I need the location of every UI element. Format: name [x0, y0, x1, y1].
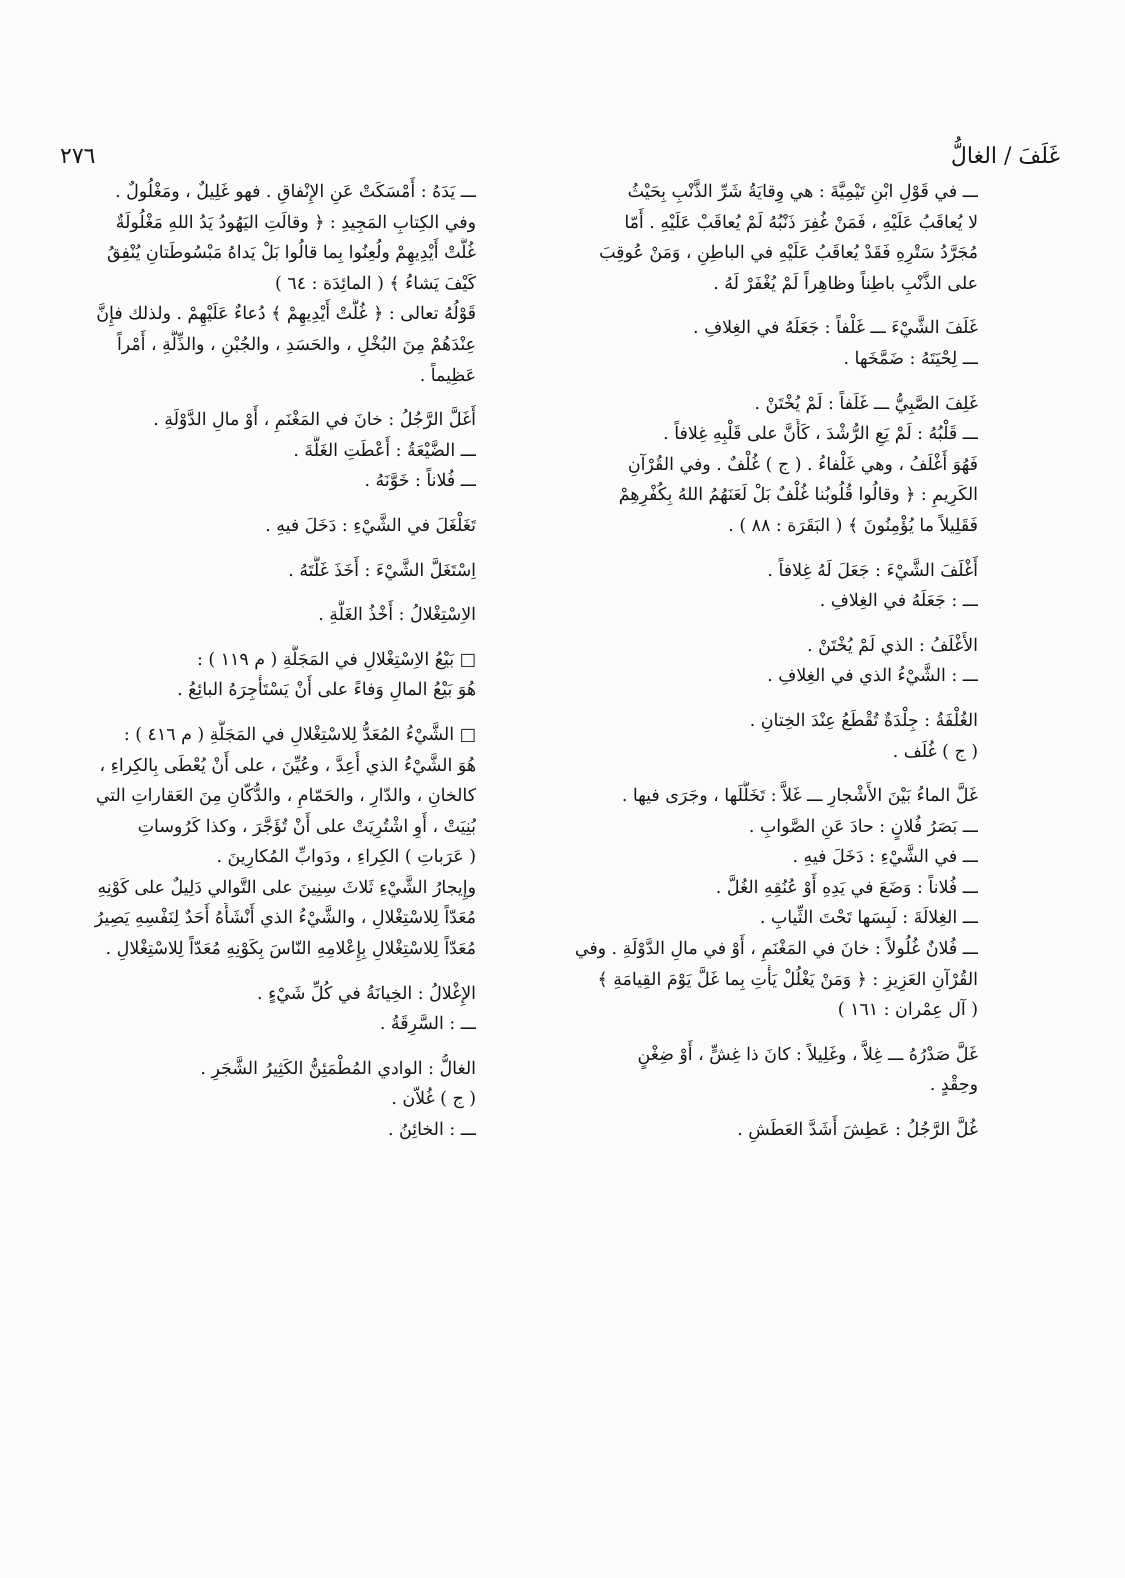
entry-line: مُعَدّاً لِلاسْتِغْلالِ ، والشَّيْءُ الذي أَنْشَأَهُ أَحَدٌ لِنَفْسِهِ يَصِيرُ [94, 908, 476, 929]
entry-line: لا يُعاقَبُ عَلَيْهِ ، فَمَنْ غُفِرَ ذَنْبُهُ لَمْ يُعاقَبْ عَلَيْهِ . أَمّا [624, 212, 978, 233]
entry-line: غُلَّ الرَّجُلُ : عَطِشَ أَشَدَّ العَطَشِ . [737, 1120, 978, 1141]
dictionary-entry [528, 706, 978, 767]
entry-line: الغالُّ : الوادي المُطْمَئِنُّ الكَثِيرُ الشَّجَرِ . [200, 1058, 476, 1079]
entry-line: غُلَّتْ أَيْدِيهِمْ ولُعِنُوا بِما قالُوا بَلْ يَداهُ مَبْسُوطَتانِ يُنْفِقُ [107, 243, 476, 264]
entry-line: الاِسْتِغْلالُ : أَخْذُ الغَلَّةِ . [318, 605, 476, 626]
entry-line: ـــ في قَوْلِ ابْنِ تَيْمِيَّةَ : هي وِقايَةُ شَرِّ الذَّنْبِ بِحَيْثُ [627, 182, 978, 202]
dictionary-entry [528, 556, 978, 617]
entry-line: قَوْلُهُ تعالى : ﴿ غُلَّتْ أَيْدِيهِمْ ﴾ دُعاءٌ عَلَيْهِمْ . ولذلك فإِنَّ [96, 304, 476, 325]
entry-line: ـــ فُلانٌ غُلُولاً : خانَ في المَغْنَمِ ، أَوْ في مالِ الدَّوْلَةِ . وفي [574, 939, 978, 960]
dictionary-entry [528, 389, 978, 542]
entry-line: الأَغْلَفُ : الذي لَمْ يُخْتَنْ . [807, 635, 978, 656]
page-number: ٢٧٦ [60, 144, 96, 169]
entry-line: بُنِيَتْ ، أَوِ اشْتُرِيَتْ على أَنْ تُؤَجَّرَ ، وكذا كَرُوساتِ [137, 816, 476, 837]
entry-line: ( عَرَباتِ ) الكِراءِ ، ودَوابِّ المُكارِينَ . [216, 847, 476, 868]
entry-line: تَغَلْغَلَ في الشَّيْءِ : دَخَلَ فيهِ . [265, 515, 476, 536]
entry-line: ـــ بَصَرُ فُلانٍ : حادَ عَنِ الصَّوابِ . [748, 816, 978, 837]
dictionary-entry [528, 781, 978, 1026]
dictionary-entry [56, 511, 476, 542]
dictionary-entry [56, 556, 476, 587]
page-header [60, 132, 1060, 172]
entry-line: الإِغْلالُ : الخِيانَةُ في كُلِّ شَيْءٍ . [257, 983, 476, 1004]
entry-line: □ الشَّيْءُ المُعَدُّ لِلاسْتِغْلالِ في المَجَلَّةِ ( م ٤١٦ ) : [123, 724, 476, 745]
entry-line: القُرْآنِ العَزِيزِ : ﴿ وَمَنْ يَغْلُلْ يَأْتِ بِما غَلَّ يَوْمَ القِيامَةِ ﴾ [597, 969, 978, 990]
dictionary-entry [528, 1040, 978, 1101]
entry-line: الغُلْفَةُ : جِلْدَةٌ تُقْطَعُ عِنْدَ الخِتانِ . [749, 710, 978, 731]
entry-line: أَغْلَفَ الشَّيْءَ : جَعَلَ لَهُ غِلافاً . [767, 560, 978, 581]
entry-line: كالخانِ ، والدّارِ ، والحَمّامِ ، والدُّكّانِ مِنَ العَقاراتِ التي [95, 786, 476, 807]
entry-line: مُعَدّاً لِلاسْتِغْلالِ بِإِعْلامِهِ النّاسَ بِكَوْنِهِ مُعَدّاً لِلاسْتِغْلالِ . [105, 939, 476, 960]
entry-line: ( ج ) غُلاّن . [391, 1089, 476, 1110]
entry-line: غَلَّ الماءُ بَيْنَ الأَشْجارِ ـــ غَلاًّ : تَخَلَّلَها ، وجَرَى فيها . [621, 786, 978, 807]
dictionary-entry [56, 1054, 476, 1146]
entry-line: وفي الكِتابِ المَجِيدِ : ﴿ وقالَتِ اليَهُودُ يَدُ اللهِ مَغْلُولَةٌ [115, 212, 476, 233]
dictionary-entry [528, 313, 978, 374]
entry-line: فَقَلِيلاً ما يُؤْمِنُونَ ﴾ ( البَقَرَة : ٨٨ ) . [728, 515, 978, 536]
entry-line: ـــ : جَعَلَهُ في الغِلافِ . [819, 591, 978, 612]
entry-line: غَلَفَ الشَّيْءَ ـــ غَلْفاً : جَعَلَهُ في الغِلافِ . [693, 318, 978, 339]
entry-line: اِسْتَغَلَّ الشَّيْءَ : أَخَذَ غَلَّتَهُ . [288, 560, 476, 581]
entry-line: هُوَ الشَّيْءُ الذي أُعِدَّ ، وعُيِّنَ ، على أَنْ يُعْطَى بِالكِراءِ ، [99, 755, 476, 776]
entry-line: ـــ : الخائِنُ . [388, 1120, 476, 1141]
entry-line: هُوَ بَيْعُ المالِ وَفاءً على أَنْ يَسْتَأْجِرَهُ البائِعُ . [177, 680, 476, 701]
dictionary-entry [528, 631, 978, 692]
entry-line: □ بَيْعُ الاِسْتِغْلالِ في المَجَلَّةِ ( م ١١٩ ) : [196, 649, 476, 670]
dictionary-entry [56, 979, 476, 1040]
dictionary-entry [528, 1115, 978, 1146]
entry-line: ـــ قَلْبُهُ : لَمْ يَعِ الرُّشْدَ ، كَأَنَّ على قَلْبِهِ غِلافاً . [663, 424, 978, 445]
entry-line: كَيْفَ يَشاءُ ﴾ ( المائِدَة : ٦٤ ) [275, 273, 476, 294]
entry-line: ـــ : السَّرِقَةُ . [379, 1014, 476, 1035]
dictionary-entry [528, 177, 978, 299]
entry-line: الكَرِيمِ : ﴿ وقالُوا قُلُوبُنا غُلْفٌ بَلْ لَعَنَهُمُ اللهُ بِكُفْرِهِمْ [618, 485, 978, 506]
entry-line: أَغَلَّ الرَّجُلُ : خانَ في المَغْنَمِ ، أَوْ مالِ الدَّوْلَةِ . [153, 410, 476, 431]
dictionary-entry [56, 645, 476, 706]
entry-line: غَلَّ صَدْرُهُ ـــ غِلاًّ ، وغَلِيلاً : كانَ ذا غِشٍّ ، أَوْ ضِغْنٍ [637, 1044, 978, 1065]
dictionary-entry [56, 600, 476, 631]
dictionary-entry [56, 720, 476, 965]
entry-line: وإِيجارُ الشَّيْءِ ثَلاثَ سِنِينَ على التَّوالي دَلِيلٌ على كَوْنِهِ [97, 877, 476, 898]
entry-line: ـــ الغِلالَةَ : لَبِسَها تَحْتَ الثِّيابِ . [759, 908, 978, 929]
entry-line: ( آل عِمْران : ١٦١ ) [837, 1000, 978, 1021]
entry-line: ـــ في الشَّيْءِ : دَخَلَ فيهِ . [792, 847, 978, 868]
entry-line: ـــ يَدَهُ : أَمْسَكَتْ عَنِ الإِنْفاقِ . فهو غَلِيلٌ ، ومَغْلُولٌ . [115, 182, 476, 202]
right-column [528, 177, 978, 1160]
entry-line: عَظِيماً . [419, 365, 476, 386]
entry-line: على الذَّنْبِ باطِناً وظاهِراً لَمْ يُغْفَرْ لَهُ . [713, 273, 978, 294]
left-column [56, 177, 476, 1160]
entry-line: ـــ فُلاناً : وَضَعَ في يَدِهِ أَوْ عُنُقِهِ الغُلَّ . [715, 877, 978, 898]
entry-line: وحِقْدٍ . [929, 1075, 978, 1096]
dictionary-entry [56, 405, 476, 497]
entry-line: مُجَرَّدُ سَتْرِهِ فَقَدْ يُعاقَبُ عَلَيْهِ في الباطِنِ ، وَمَنْ عُوقِبَ [599, 243, 978, 264]
entry-line: عِنْدَهُمْ مِنَ البُخْلِ ، والحَسَدِ ، والجُبْنِ ، والذِّلَّةِ ، أَمْراً [116, 334, 476, 355]
entry-line: فَهُوَ أَغْلَفُ ، وهي غَلْفاءُ . ( ج ) غُلْفٌ . وفي القُرْآنِ [627, 454, 978, 475]
entry-line: غَلِفَ الصَّبِيُّ ـــ غَلَفاً : لَمْ يُخْتَنْ . [754, 393, 978, 414]
entry-line: ـــ لِحْيَتَهُ : ضَمَّخَها . [843, 348, 978, 369]
entry-line: ـــ فُلاناً : خَوَّنَهُ . [364, 471, 476, 492]
entry-line: ( ج ) غُلَف . [892, 741, 978, 762]
running-headword: غَلَفَ / الغالُّ [950, 144, 1060, 169]
dictionary-entry [56, 177, 476, 391]
entry-line: ـــ : الشَّيْءُ الذي في الغِلافِ . [767, 666, 978, 687]
entry-line: ـــ الضَّيْعَةُ : أَعْطَتِ الغَلَّةَ . [293, 440, 476, 461]
